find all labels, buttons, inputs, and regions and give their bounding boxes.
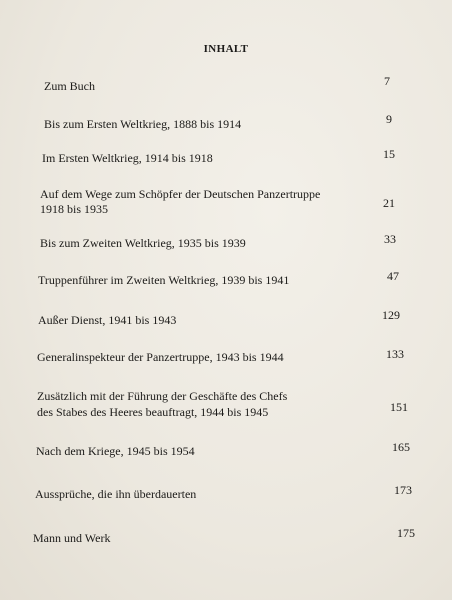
toc-entry-title-line-1: Zusätzlich mit der Führung der Geschäfte des Chefs	[37, 389, 288, 403]
toc-entry-title-line-2: des Stabes des Heeres beauftragt, 1944 bis 1945	[37, 405, 269, 419]
toc-entry-title: Bis zum Zweiten Weltkrieg, 1935 bis 1939	[40, 236, 246, 250]
toc-entry-page: 7	[384, 74, 390, 88]
toc-entry-page: 129	[382, 308, 400, 322]
toc-entry-page: 165	[392, 440, 410, 454]
toc-entry-title: Bis zum Ersten Weltkrieg, 1888 bis 1914	[44, 117, 242, 131]
toc-entry-page: 151	[390, 400, 408, 414]
toc-entry-page: 15	[383, 147, 395, 161]
toc-entry-title-line-2: 1918 bis 1935	[40, 202, 109, 216]
toc-entry-title: Aussprüche, die ihn überdauerten	[35, 487, 197, 501]
toc-entry-title: Nach dem Kriege, 1945 bis 1954	[36, 444, 195, 458]
toc-entry-page: 173	[394, 483, 412, 497]
toc-entry-title: Im Ersten Weltkrieg, 1914 bis 1918	[42, 151, 213, 165]
toc-entry-title: Mann und Werk	[33, 531, 111, 545]
toc-entry-page: 133	[386, 347, 404, 361]
toc-entry-page: 9	[386, 112, 392, 126]
toc-entry-page: 33	[384, 232, 396, 246]
toc-entry-title: Zum Buch	[44, 79, 95, 93]
toc-entry-title: Truppenführer im Zweiten Weltkrieg, 1939 bis 1941	[38, 273, 290, 287]
toc-entry-title: Außer Dienst, 1941 bis 1943	[38, 313, 177, 327]
toc-title: INHALT	[203, 43, 249, 55]
toc-entry-page: 47	[387, 269, 399, 283]
toc-entry-title: Generalinspekteur der Panzertruppe, 1943 bis 1944	[37, 350, 284, 364]
toc-entry-title-line-1: Auf dem Wege zum Schöpfer der Deutschen Panzertruppe	[40, 187, 321, 201]
toc-entry-page: 175	[397, 526, 415, 540]
toc-entry-page: 21	[383, 196, 395, 210]
